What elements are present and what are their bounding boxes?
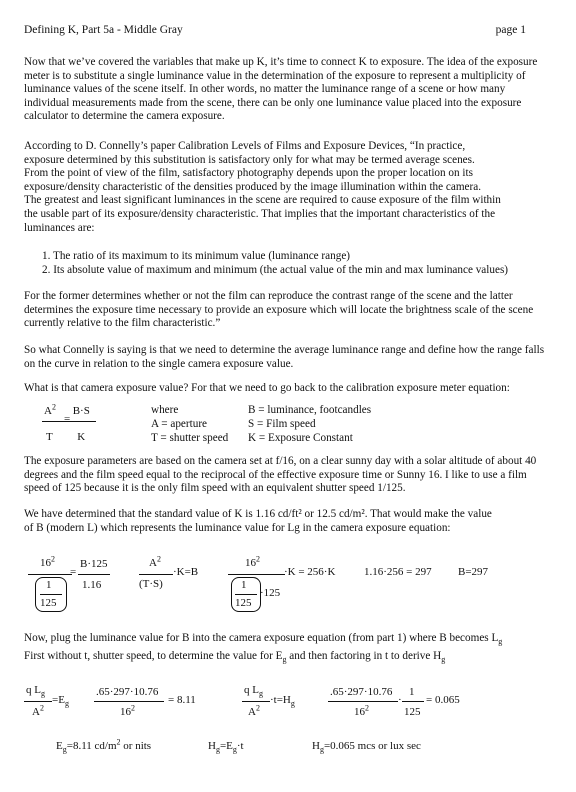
eq1-bs: B·S <box>72 405 90 417</box>
list-item: 1. The ratio of its maximum to its minimum value (luminance range) <box>42 250 351 262</box>
paragraph-exposure-value-question <box>24 382 552 396</box>
eq1-exponent: 2 <box>51 402 56 412</box>
result-hg-label: H <box>312 740 320 752</box>
plug-luminance-line <box>24 650 552 664</box>
eq1-s-definition: S = Film speed <box>248 418 316 430</box>
eq2-f2-denominator: (T·S) <box>139 578 163 590</box>
quote-line: exposure determined by this substitution is satisfactory only for what may be termed average scenes. <box>24 153 475 166</box>
eq1-t: T <box>46 431 53 443</box>
paragraph-exposure-parameters-text: The exposure parameters are based on the camera set at f/16, on a clear sunny day with a solar altitude of about 40 degrees and the film speed equal to the reciprocal of the effective exposure time or Sunny 16. I like to use a film speed of 125 because it is the only film speed with an equivalent shutter speed 1/125. <box>24 455 537 495</box>
eq3-r1-hg: ·t=H <box>270 694 291 706</box>
paragraph-exposure-parameters <box>24 455 552 496</box>
eq3-r1-hg-sub: g <box>290 699 295 709</box>
eq3-l1-eg: =E <box>52 694 65 706</box>
eq2-result: B=297 <box>458 566 489 578</box>
luminance-characteristics-list <box>42 250 552 277</box>
plug-luminance-sub: g <box>282 654 287 664</box>
eq1-where: where <box>151 404 179 416</box>
eq3-l2-bar <box>94 701 164 702</box>
eq3-r2-bar <box>328 701 398 702</box>
eq2-f2-numerator <box>149 554 161 570</box>
eq1-k: K <box>77 431 86 443</box>
eq3-r1-equals <box>270 694 295 707</box>
eq3-r1-sub: g <box>258 689 263 699</box>
result-eg <box>56 737 152 755</box>
plug-luminance-sub: g <box>441 654 446 664</box>
eq1-denominator <box>46 431 85 444</box>
eq2-f1-inner-num: 1 <box>46 579 52 591</box>
eq1-a-definition: A = aperture <box>151 418 208 430</box>
eq2-f3-tail: ·K = 256·K <box>284 566 336 578</box>
result-hg-formula-h: H <box>208 740 216 752</box>
plug-luminance-sub: g <box>498 637 503 647</box>
eq2-f1-numerator <box>40 554 55 570</box>
plug-luminance-text: Now, plug the luminance value for B into the camera exposure equation (from part 1) where B becomes L <box>24 632 499 644</box>
eq2-f1-equals: = <box>70 566 77 578</box>
eq3-r2-base: 16 <box>354 706 365 718</box>
paragraph-k-value <box>24 508 552 535</box>
eq3-r2-numerator: .65·297·10.76 <box>330 686 393 698</box>
quote-line: exposure/density characteristic of the densities produced by the image illumination within the camera. <box>24 180 481 193</box>
eq2-f2-tail: ·K=B <box>173 566 199 578</box>
result-hg-value: =0.065 mcs or lux sec <box>323 740 421 752</box>
result-hg-formula <box>208 740 244 753</box>
paragraph-plug-luminance <box>24 632 552 663</box>
eq2-f3-numerator <box>245 554 260 570</box>
result-eg-units: or nits <box>120 740 152 752</box>
eq2-f1-bar <box>28 574 72 575</box>
paragraph-connelly-quote <box>24 140 552 235</box>
paragraph-exposure-value-question-text: What is that camera exposure value? For that we need to go back to the calibration exposure meter equation: <box>24 382 510 394</box>
eq3-l1-eg-sub: g <box>64 699 69 709</box>
eq3-r3-bar <box>402 701 424 702</box>
eq3-l2-numerator: .65·297·10.76 <box>96 686 159 698</box>
quote-line: The greatest and least significant luminances in the scene are required to cause exposure of the film within <box>24 194 501 207</box>
paragraph-connelly-saying <box>24 344 552 371</box>
list-item: 2. Its absolute value of maximum and minimum (the actual value of the min and max luminance values) <box>42 263 509 276</box>
eq3-l1-exponent: 2 <box>39 703 44 713</box>
eq3-l1-bar <box>24 701 52 702</box>
eq1-equals: = <box>64 413 71 425</box>
result-hg-formula-sub: g <box>215 745 220 755</box>
k-value-line: We have determined that the standard value of K is 1.16 cd/ft² or 12.5 cd/m². That would make the value <box>24 508 492 520</box>
eq2-f3-inner-num: 1 <box>241 579 247 591</box>
eq2-f1-inner-den: 125 <box>40 597 57 609</box>
eq2-f3-exponent: 2 <box>256 554 260 564</box>
eq2-f1-inner-bar <box>40 594 62 595</box>
result-eg-exponent: 2 <box>116 737 121 747</box>
eq3-l2-denominator <box>120 703 135 719</box>
eq3-l1-qlg: q L <box>26 684 41 696</box>
eq3-r3-dot: · <box>398 694 402 706</box>
paragraph-former-latter <box>24 290 552 331</box>
quote-line: According to D. Connelly’s paper Calibration Levels of Films and Exposure Devices, “In practice, <box>24 140 466 152</box>
paragraph-intro-text: Now that we’ve covered the variables that make up K, it’s time to connect K to exposure. The idea of the exposure meter is to substitute a single luminance value in the determination of the exposure to represent a multiplicity of luminance values of the scene itself. In other words, no matter the luminance range of a scene or how many individual measurements made from the scene, there can be only one luminance value placed into the exposure calculator to determine the camera exposure. <box>24 56 538 123</box>
eq3-l2-base: 16 <box>120 706 131 718</box>
eq2-f2-bar <box>139 574 173 575</box>
paragraph-former-latter-text: For the former determines whether or not the film can reproduce the contrast range of the scene and the latter determines the exposure time necessary to provide an exposure which will locate the brightness scale of the scene currently relative to the film characteristic.” <box>24 290 534 330</box>
result-eg-value: =8.11 cd/m <box>66 740 117 752</box>
eq2-f3-den-tail: ·125 <box>260 587 281 599</box>
eq1-b-definition: B = luminance, footcandles <box>248 404 372 416</box>
eq3-r-result: = 0.065 <box>426 694 460 706</box>
eq3-r1-denominator <box>248 703 260 719</box>
document-title: Defining K, Part 5a - Middle Gray <box>24 24 183 36</box>
eq3-r2-exponent: 2 <box>365 703 369 713</box>
result-hg-sub: g <box>319 745 324 755</box>
eq3-l1-sub: g <box>40 689 45 699</box>
eq2-f1-rhs-den: 1.16 <box>82 579 102 591</box>
eq2-f3-inner-bar <box>235 594 257 595</box>
result-hg-formula-t: ·t <box>236 740 244 752</box>
eq2-f2-base: A <box>149 557 157 569</box>
eq1-k-definition: K = Exposure Constant <box>248 432 353 444</box>
eq2-f3-inner-den: 125 <box>235 597 252 609</box>
eq1-a: A <box>44 405 52 417</box>
eq3-r3-denominator: 125 <box>404 706 421 718</box>
eq2-f3-bar <box>228 574 285 575</box>
eq1-t-definition: T = shutter speed <box>151 432 229 444</box>
plug-luminance-line <box>24 632 552 646</box>
eq3-l1-a: A <box>32 706 40 718</box>
eq3-l1-equals <box>52 694 69 707</box>
eq2-f1-rhs-num: B·125 <box>80 558 108 570</box>
eq3-l2-result: = 8.11 <box>168 694 196 706</box>
result-hg-formula-sub: g <box>232 745 237 755</box>
eq3-r3-numerator: 1 <box>409 686 415 698</box>
eq3-r1-a: A <box>248 706 256 718</box>
paragraph-intro <box>24 56 552 124</box>
eq2-f3-base: 16 <box>245 557 256 569</box>
result-eg-label: E <box>56 740 63 752</box>
quote-line: the usable part of its exposure/density characteristic. That implies that the important characteristics of the <box>24 207 496 220</box>
result-hg-formula-e: =E <box>219 740 233 752</box>
quote-line: From the point of view of the film, satisfactory photography depends upon the proper location on its <box>24 167 473 180</box>
plug-luminance-text: First without t, shutter speed, to determine the value for E <box>24 649 283 662</box>
k-value-line: of B (modern L) which represents the luminance value for Lg in the camera exposure equation: <box>24 521 451 534</box>
eq3-l1-numerator <box>26 684 45 697</box>
eq2-f2-exponent: 2 <box>156 554 161 564</box>
eq2-f1-rhs-bar <box>78 574 110 575</box>
eq3-r1-exponent: 2 <box>255 703 260 713</box>
page-number: page 1 <box>495 24 526 36</box>
eq3-l1-denominator <box>32 703 44 719</box>
eq3-r1-qlg: q L <box>244 684 259 696</box>
plug-luminance-text: and then factoring in t to derive H <box>286 649 442 662</box>
eq3-r1-numerator <box>244 684 263 697</box>
result-hg <box>312 740 421 753</box>
eq3-r1-bar <box>242 701 270 702</box>
quote-line: luminances are: <box>24 221 95 234</box>
eq2-f1-exponent: 2 <box>51 554 55 564</box>
eq2-f1-base: 16 <box>40 557 51 569</box>
eq3-l2-exponent: 2 <box>131 703 135 713</box>
eq3-r2-denominator <box>354 703 369 719</box>
eq2-calculation: 1.16·256 = 297 <box>364 566 432 578</box>
result-eg-sub: g <box>62 745 67 755</box>
paragraph-connelly-saying-text: So what Connelly is saying is that we need to determine the average luminance range and define how the range falls on the curve in relation to the single camera exposure value. <box>24 344 545 370</box>
